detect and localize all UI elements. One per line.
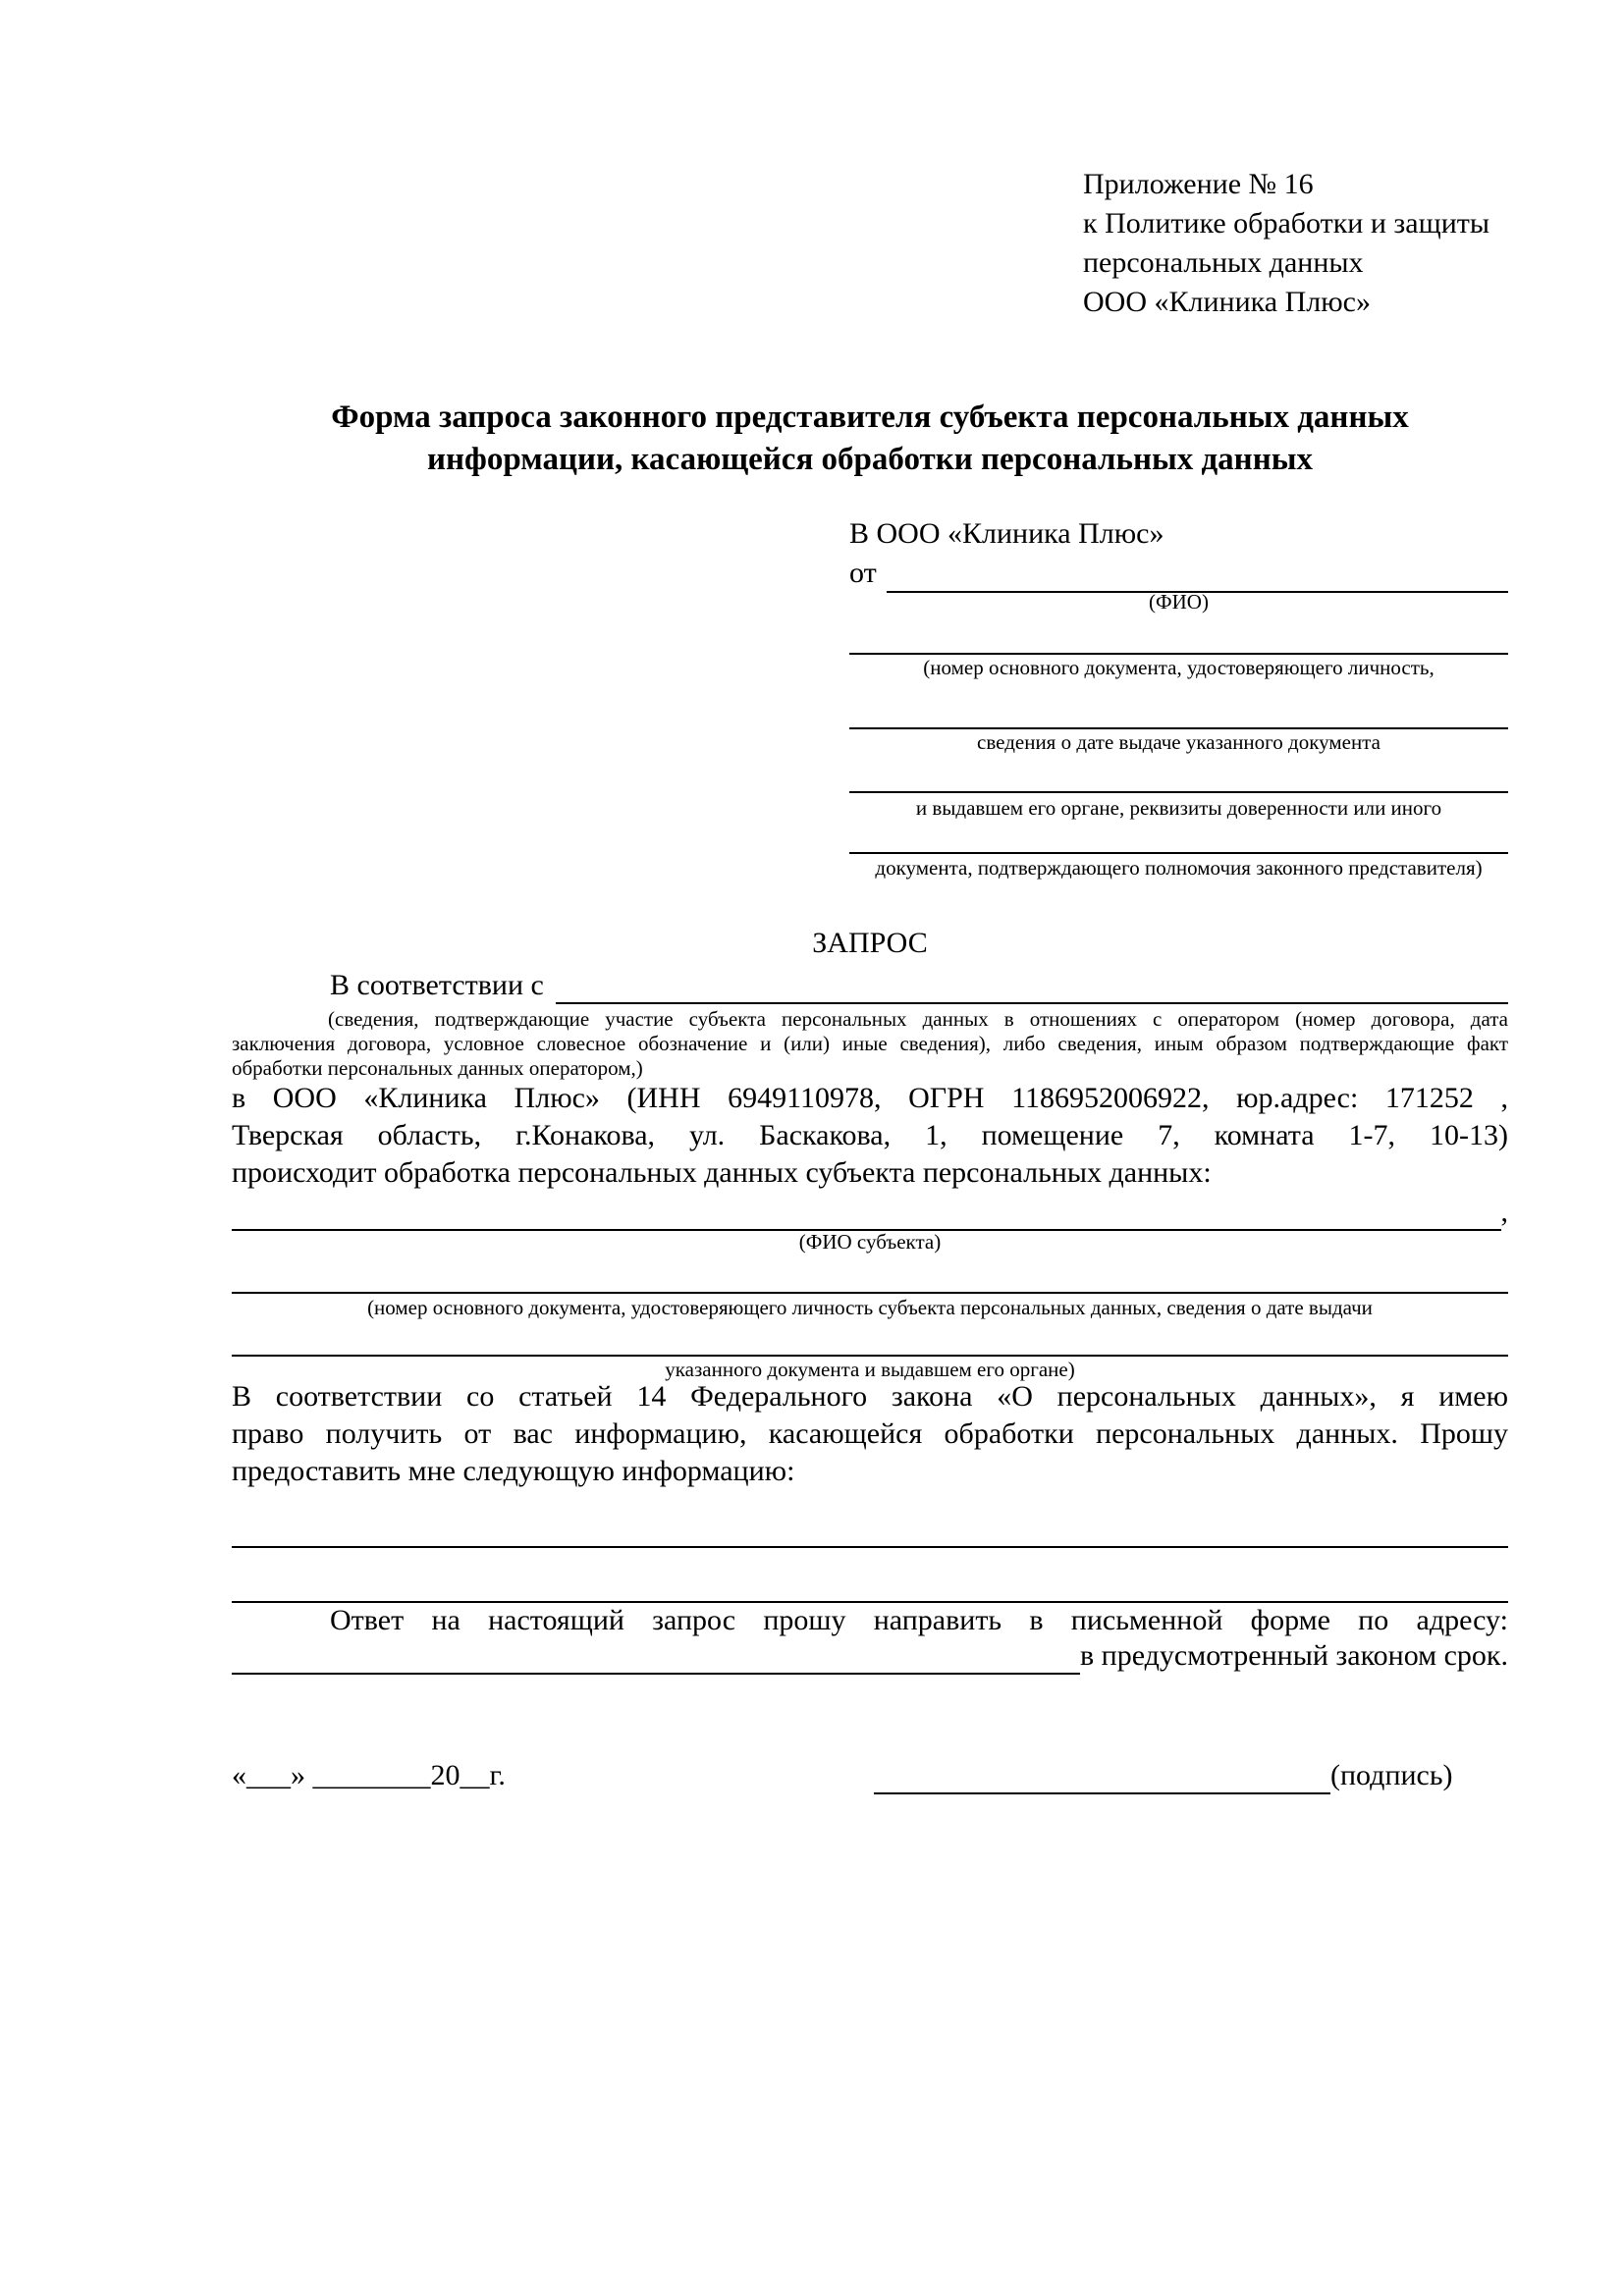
address-field-line[interactable] bbox=[232, 1637, 1080, 1675]
from-row bbox=[849, 554, 1508, 593]
law-paragraph-line: предоставить мне следующую информацию: bbox=[232, 1455, 795, 1487]
doc-field-line-2[interactable] bbox=[849, 727, 1508, 729]
operator-paragraph-line: в ООО «Клиника Плюс» (ИНН 6949110978, ОГРН 1186952006922, юр.адрес: 171252 , bbox=[232, 1082, 1508, 1114]
subject-doc-caption-1: (номер основного документа, удостоверяющего личность субъекта персональных данных, сведения о дате выдачи bbox=[367, 1296, 1373, 1319]
appendix-header-line: Приложение № 16 bbox=[1083, 168, 1314, 200]
fio-field-line[interactable] bbox=[887, 554, 1508, 593]
addressee-company: В ООО «Клиника Плюс» bbox=[849, 517, 1164, 550]
reply-tail: в предусмотренный законом срок. bbox=[1080, 1639, 1508, 1672]
doc-field-line-1[interactable] bbox=[849, 653, 1508, 655]
page-title-line: Форма запроса законного представителя субъекта персональных данных bbox=[331, 400, 1409, 435]
reply-address-row bbox=[232, 1637, 1508, 1675]
signature-row bbox=[874, 1757, 1508, 1794]
basis-note-line: заключения договора, условное словесное обозначение и (или) иные сведения), либо сведения, иным образом подтверждающие факт bbox=[232, 1032, 1508, 1055]
fio-caption: (ФИО) bbox=[1149, 590, 1209, 614]
in-accordance-row bbox=[232, 967, 1508, 1004]
basis-note-line: обработки персональных данных оператором,) bbox=[232, 1056, 643, 1080]
basis-field-line[interactable] bbox=[556, 967, 1508, 1004]
trailing-comma: , bbox=[1500, 1196, 1508, 1228]
law-paragraph-line: В соответствии со статьей 14 Федерального закона «О персональных данных», я имею bbox=[232, 1380, 1508, 1413]
signature-field-line[interactable] bbox=[874, 1757, 1330, 1794]
in-accordance-label: В соответствии с bbox=[330, 969, 544, 1001]
basis-note-line: (сведения, подтверждающие участие субъекта персональных данных в отношениях с оператором (номер договора, дата bbox=[328, 1007, 1508, 1031]
reply-sentence: Ответ на настоящий запрос прошу направить в письменной форме по адресу: bbox=[330, 1604, 1508, 1636]
basis-note bbox=[232, 1007, 1508, 1081]
page-title bbox=[232, 397, 1508, 481]
date-field[interactable]: «___» ________20__г. bbox=[232, 1759, 506, 1791]
appendix-header-line: к Политике обработки и защиты bbox=[1083, 207, 1490, 240]
from-label: от bbox=[849, 557, 877, 589]
doc-caption-4: документа, подтверждающего полномочия законного представителя) bbox=[875, 856, 1483, 880]
subject-fio-field-line[interactable] bbox=[232, 1194, 1501, 1231]
appendix-header-line: персональных данных bbox=[1083, 246, 1364, 279]
operator-paragraph-line: происходит обработка персональных данных субъекта персональных данных: bbox=[232, 1156, 1212, 1189]
operator-paragraph bbox=[232, 1080, 1508, 1192]
info-field-line-1[interactable] bbox=[232, 1546, 1508, 1548]
law-paragraph-line: право получить от вас информацию, касающейся обработки персональных данных. Прошу bbox=[232, 1417, 1508, 1450]
doc-caption-1: (номер основного документа, удостоверяющего личность, bbox=[923, 656, 1435, 679]
subject-fio-row bbox=[232, 1194, 1508, 1231]
subject-doc-caption-2: указанного документа и выдавшем его органе) bbox=[665, 1358, 1075, 1381]
operator-paragraph-line: Тверская область, г.Конакова, ул. Баскакова, 1, помещение 7, комната 1-7, 10-13) bbox=[232, 1119, 1508, 1151]
doc-field-line-4[interactable] bbox=[849, 852, 1508, 854]
signature-caption: (подпись) bbox=[1330, 1759, 1453, 1791]
doc-field-line-3[interactable] bbox=[849, 791, 1508, 793]
page-title-line: информации, касающейся обработки персональных данных bbox=[427, 442, 1313, 477]
doc-caption-3: и выдавшем его органе, реквизиты доверенности или иного bbox=[915, 796, 1442, 820]
doc-caption-2: сведения о дате выдаче указанного документа bbox=[977, 730, 1380, 754]
subject-fio-caption: (ФИО субъекта) bbox=[798, 1230, 942, 1254]
appendix-header bbox=[1083, 165, 1515, 322]
law-paragraph bbox=[232, 1378, 1508, 1490]
subject-doc-field-line-2[interactable] bbox=[232, 1355, 1508, 1357]
request-heading: ЗАПРОС bbox=[812, 927, 928, 959]
subject-doc-field-line-1[interactable] bbox=[232, 1292, 1508, 1294]
appendix-header-line: ООО «Клиника Плюс» bbox=[1083, 286, 1371, 318]
